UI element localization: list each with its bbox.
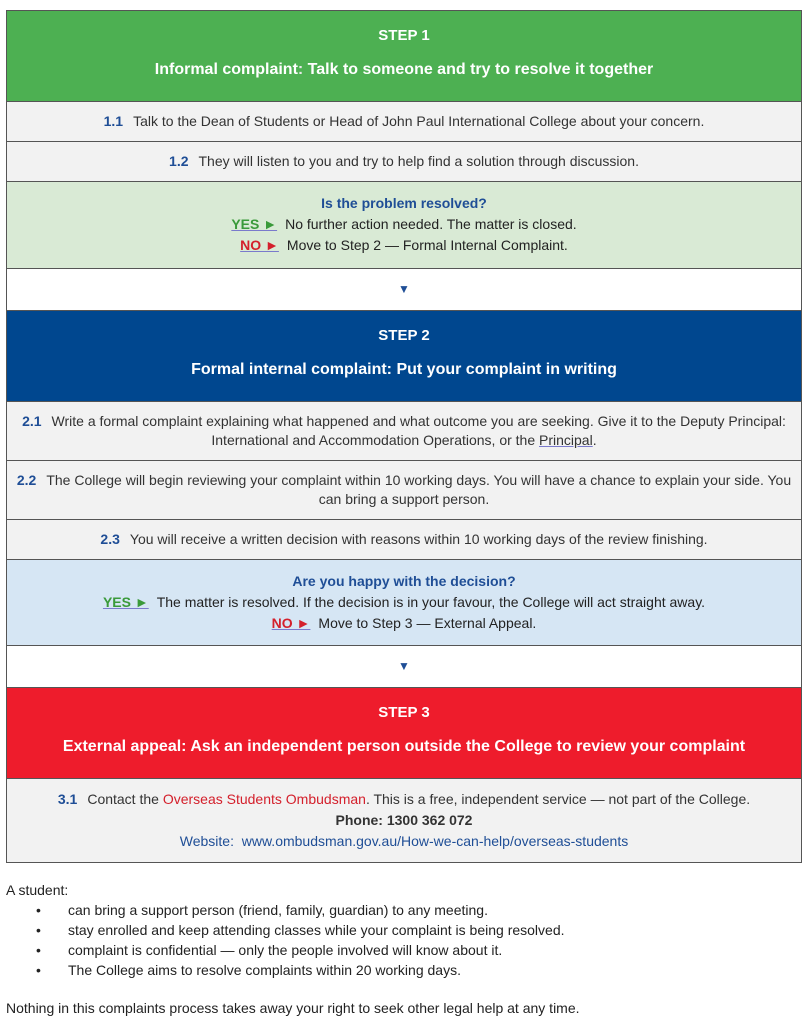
step1-number: STEP 1 bbox=[378, 27, 430, 44]
ombudsman-link[interactable]: Overseas Students Ombudsman bbox=[162, 791, 366, 807]
step3-header bbox=[7, 687, 801, 778]
complaints-flowchart bbox=[6, 10, 802, 863]
step1-no-line: NO ► Move to Step 2 — Formal Internal Complaint. bbox=[240, 237, 568, 253]
step2-item-2: 2.2 The College will begin reviewing your complaint within 10 working days. You will have a chance to explain your side. You can bring a support person. bbox=[7, 460, 801, 519]
step2-decision bbox=[7, 559, 801, 645]
list-item: • can bring a support person (friend, family, guardian) to any meeting. bbox=[36, 900, 565, 920]
step1-header bbox=[7, 10, 801, 101]
website-link[interactable]: www.ombudsman.gov.au/How-we-can-help/overseas-students bbox=[241, 833, 629, 849]
final-note: Nothing in this complaints process takes away your right to seek other legal help at any time. bbox=[6, 1000, 580, 1016]
no-label: NO ► bbox=[240, 237, 279, 253]
yes-label: YES ► bbox=[231, 216, 278, 232]
phone-number: Phone: 1300 362 072 bbox=[335, 812, 473, 828]
down-arrow-icon: ▼ bbox=[7, 268, 801, 310]
step1-decision bbox=[7, 181, 801, 268]
step2-title: Formal internal complaint: Put your complaint in writing bbox=[191, 361, 617, 378]
step1-yes-line: YES ► No further action needed. The matter is closed. bbox=[231, 216, 577, 232]
step1-question: Is the problem resolved? bbox=[321, 195, 487, 211]
step1-item-1: 1.1 Talk to the Dean of Students or Head of John Paul International College about your concern. bbox=[7, 101, 801, 141]
list-item: • The College aims to resolve complaints within 20 working days. bbox=[36, 960, 565, 980]
step2-yes-line: YES ► The matter is resolved. If the decision is in your favour, the College will act straight away. bbox=[102, 594, 706, 610]
step1-item-2: 1.2 They will listen to you and try to help find a solution through discussion. bbox=[7, 141, 801, 181]
notes-list bbox=[6, 900, 565, 980]
step1-title: Informal complaint: Talk to someone and try to resolve it together bbox=[154, 61, 654, 78]
student-rights-notes bbox=[6, 882, 565, 980]
step2-item-1: 2.1 Write a formal complaint explaining what happened and what outcome you are seeking. Give it to the Deputy Principal: International and Accommodation Operations, or the Principal. bbox=[7, 401, 801, 460]
step3-item-1: 3.1 Contact the Overseas Students Ombudsman. This is a free, independent service — not part of the College. Phone: 1300 362 072 Website: www.ombudsman.gov.au/How-we-can-help/overseas-students bbox=[7, 778, 801, 862]
website-line: Website: www.ombudsman.gov.au/How-we-can-help/overseas-students bbox=[179, 833, 629, 849]
step2-number: STEP 2 bbox=[378, 327, 430, 344]
no-label: NO ► bbox=[271, 615, 311, 631]
notes-lead: A student: bbox=[6, 882, 69, 898]
list-item: • stay enrolled and keep attending classes while your complaint is being resolved. bbox=[36, 920, 565, 940]
step3-title: External appeal: Ask an independent person outside the College to review your complaint bbox=[62, 738, 746, 755]
step2-header bbox=[7, 310, 801, 401]
step2-question: Are you happy with the decision? bbox=[292, 573, 516, 589]
yes-label: YES ► bbox=[102, 594, 149, 610]
list-item: • complaint is confidential — only the people involved will know about it. bbox=[36, 940, 565, 960]
step2-item-3: 2.3 You will receive a written decision with reasons within 10 working days of the review finishing. bbox=[7, 519, 801, 559]
step2-no-line: NO ► Move to Step 3 — External Appeal. bbox=[271, 615, 537, 631]
step3-number: STEP 3 bbox=[378, 704, 430, 721]
down-arrow-icon: ▼ bbox=[7, 645, 801, 687]
